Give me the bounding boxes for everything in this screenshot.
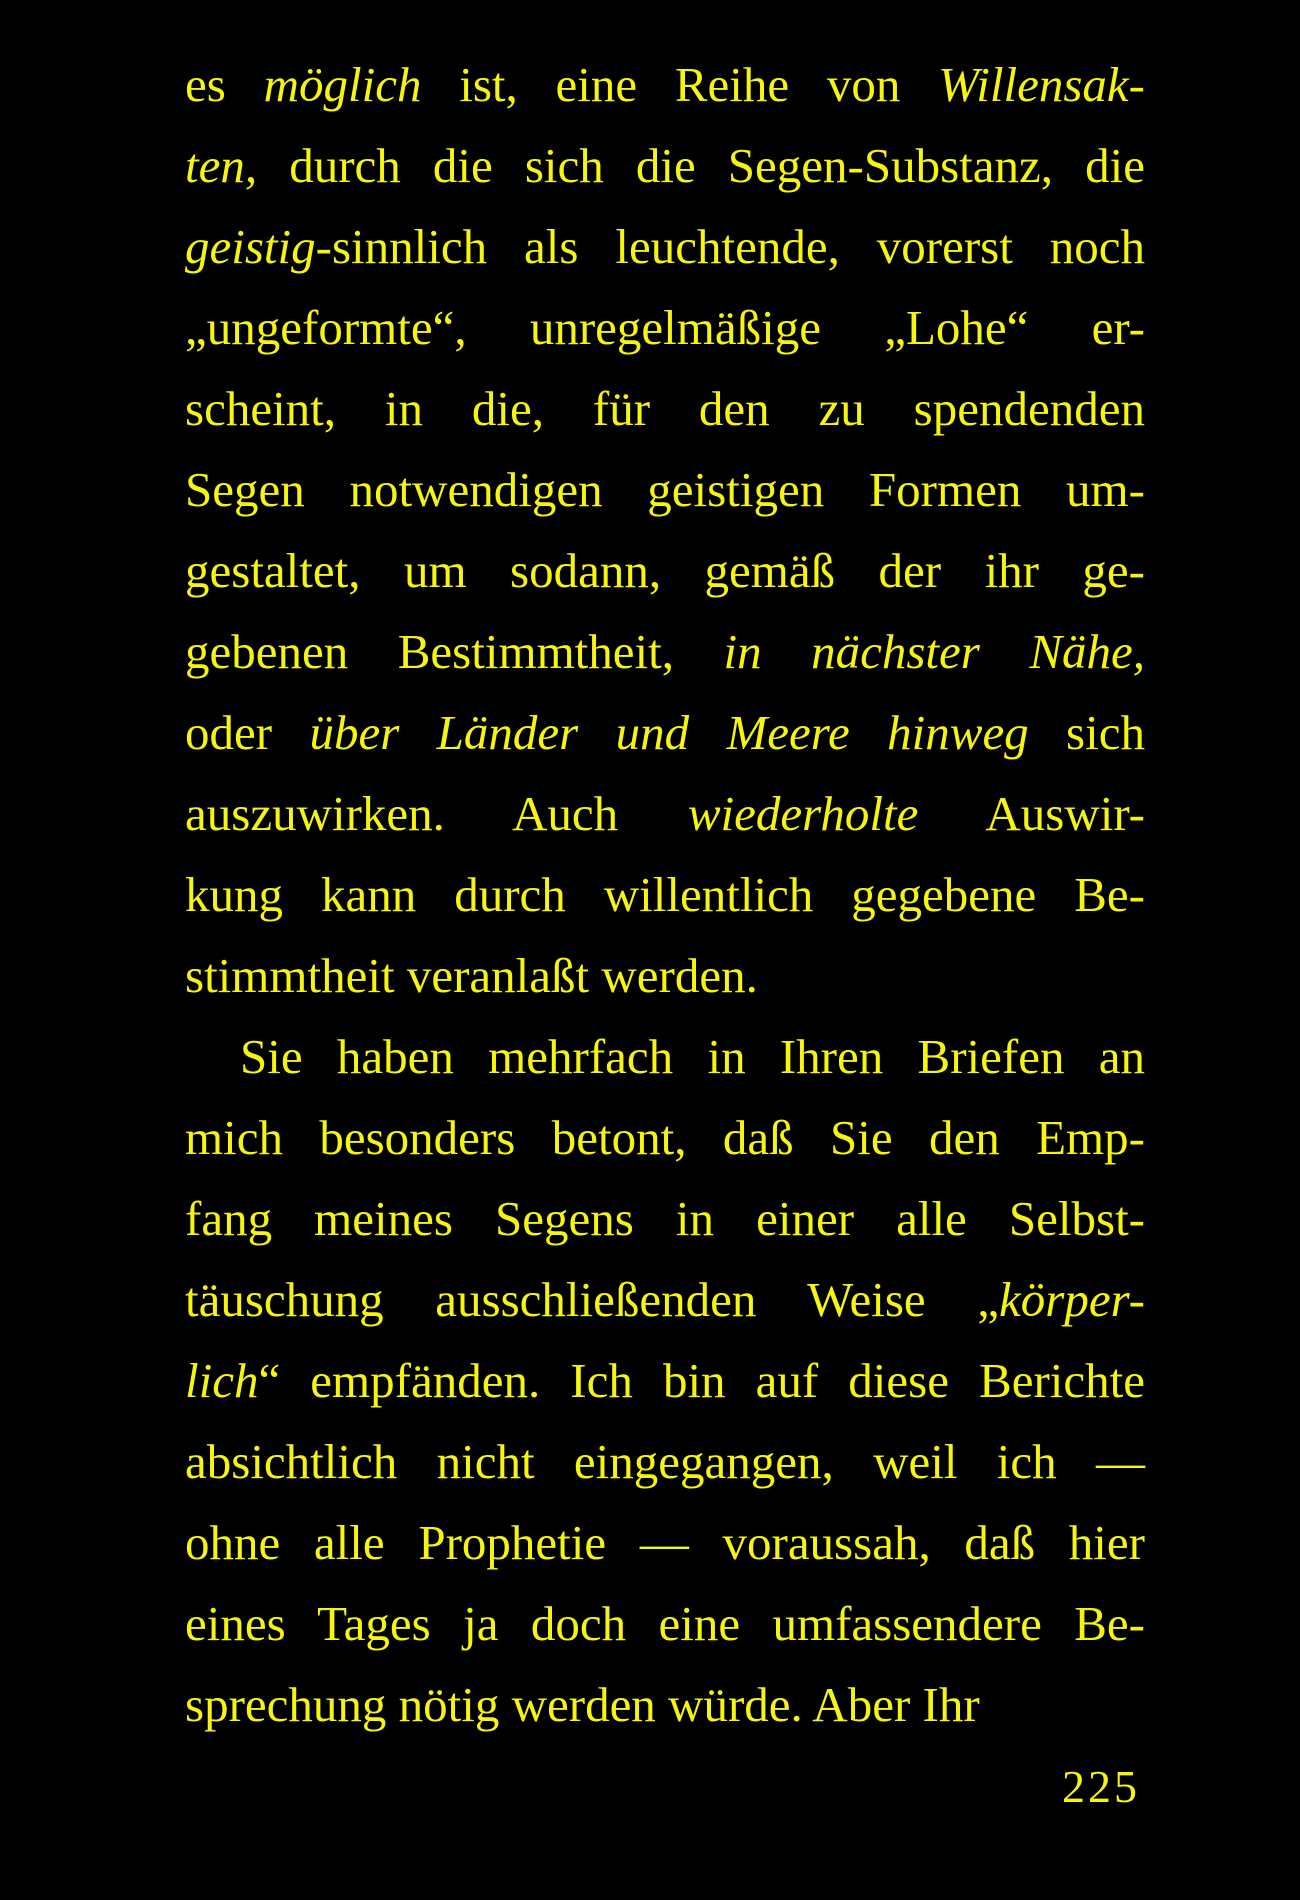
text-line [185,854,1145,935]
text-run: mich besonders betont, daß Sie den Emp- [185,1110,1145,1165]
italic-text: Willensak- [938,57,1145,112]
text-run: eines Tages ja doch eine umfassendere Be- [185,1596,1145,1651]
text-run: “ empfänden. Ich bin auf diese Berichte [258,1353,1145,1408]
text-line [185,1016,1145,1097]
text-line [185,1421,1145,1502]
text-line [185,44,1145,125]
text-line [185,1340,1145,1421]
italic-text: körper- [999,1272,1145,1327]
text-run: oder [185,705,310,760]
text-run: stimmtheit veranlaßt werden. [185,948,758,1003]
text-line [185,1583,1145,1664]
text-run: Sie haben mehrfach in Ihren Briefen an [240,1029,1145,1084]
italic-text: in nächster Nähe, [723,624,1145,679]
body-text [185,44,1145,1745]
text-run: kung kann durch willentlich gegebene Be- [185,867,1145,922]
italic-text: ten, [185,138,258,193]
text-run: täuschung ausschließenden Weise „ [185,1272,1000,1327]
text-run: auszuwirken. Auch [185,786,688,841]
text-run: es [185,57,264,112]
text-line [185,1178,1145,1259]
text-line [185,773,1145,854]
text-run: „ungeformte“, unregelmäßige „Lohe“ er- [185,300,1145,355]
text-run: ohne alle Prophetie — voraussah, daß hier [185,1515,1145,1570]
text-line [185,449,1145,530]
text-line [185,206,1145,287]
text-line [185,368,1145,449]
italic-text: geistig [185,219,316,274]
text-run: Auswir- [918,786,1145,841]
italic-text: lich [185,1353,259,1408]
text-run: gestaltet, um sodann, gemäß der ihr ge- [185,543,1145,598]
text-line [185,1097,1145,1178]
text-line [185,125,1145,206]
text-line [185,287,1145,368]
italic-text: über Länder und Meere hinweg [309,705,1029,760]
text-run: durch die sich die Segen-Substanz, die [257,138,1145,193]
text-line [185,1664,1145,1745]
text-run: sich [1028,705,1145,760]
page-number: 225 [1062,1761,1140,1812]
text-run: ist, eine Reihe von [421,57,939,112]
text-line [185,692,1145,773]
text-run: absichtlich nicht eingegangen, weil ich — [185,1434,1145,1489]
text-run: scheint, in die, für den zu spendenden [185,381,1145,436]
text-line [185,530,1145,611]
text-run: Segen notwendigen geistigen Formen um- [185,462,1145,517]
text-line [185,935,1145,1016]
italic-text: möglich [263,57,422,112]
text-line [185,1259,1145,1340]
text-run: -sinnlich als leuchtende, vorerst noch [315,219,1145,274]
text-run: gebenen Bestimmtheit, [185,624,724,679]
text-run: fang meines Segens in einer alle Selbst- [185,1191,1145,1246]
text-run: sprechung nötig werden würde. Aber Ihr [185,1677,980,1732]
text-line [185,1502,1145,1583]
text-line [185,611,1145,692]
italic-text: wiederholte [687,786,919,841]
